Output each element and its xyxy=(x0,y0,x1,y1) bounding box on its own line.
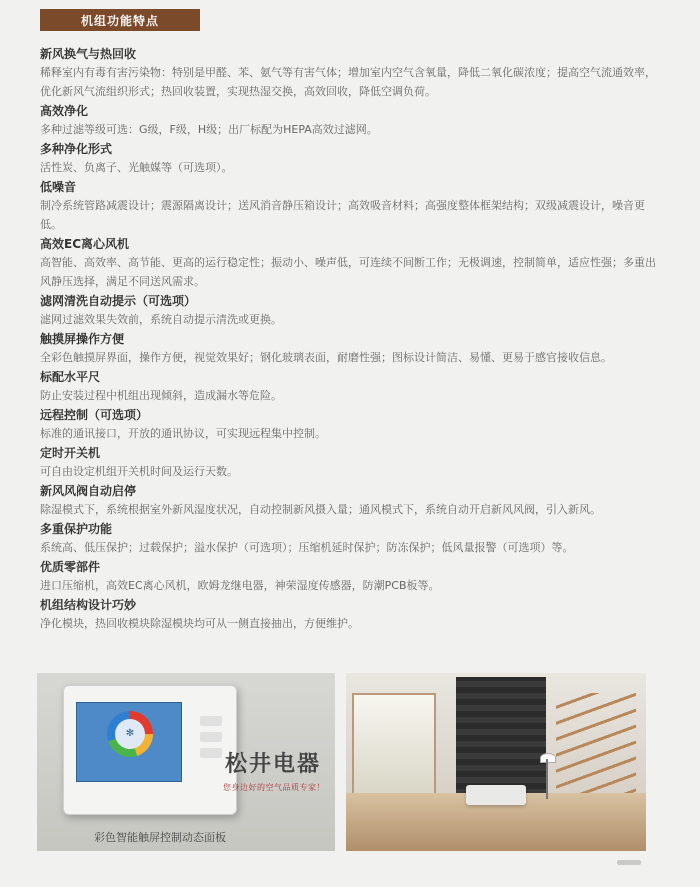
lamp-stand-graphic xyxy=(546,759,548,799)
touch-screen-display xyxy=(76,702,182,782)
feature-title: 高效EC离心风机 xyxy=(40,237,130,251)
panel-button-icon xyxy=(200,732,222,742)
feature-text: 标准的通讯接口，开放的通讯协议，可实现远程集中控制。 xyxy=(40,427,326,440)
feature-title: 标配水平尺 xyxy=(40,370,101,384)
feature-title: 滤网清洗自动提示（可选项） xyxy=(40,294,197,308)
feature-item xyxy=(40,330,660,367)
feature-item xyxy=(40,444,660,481)
feature-item xyxy=(40,178,660,234)
feature-item xyxy=(40,558,660,595)
feature-item xyxy=(40,102,660,139)
feature-text: 系统高、低压保护；过载保护；溢水保护（可选项）；压缩机延时保护；防冻保护；低风量报警（可选项）等。 xyxy=(40,541,574,554)
interior-room-image xyxy=(346,673,646,851)
feature-item xyxy=(40,140,660,177)
feature-text: 全彩色触摸屏界面，操作方便，视觉效果好；钢化玻璃表面，耐磨性强；图标设计简洁、易懂、更易于感官接收信息。 xyxy=(40,351,612,364)
feature-text: 滤网过滤效果失效前，系统自动提示清洗或更换。 xyxy=(40,313,282,326)
fan-icon: ✻ xyxy=(115,719,145,749)
sofa-graphic xyxy=(466,785,526,805)
stone-wall-graphic xyxy=(456,677,546,795)
feature-title: 新风风阀自动启停 xyxy=(40,484,137,498)
feature-text: 制冷系统管路减震设计；震源隔离设计；送风消音静压箱设计；高效吸音材料；高强度整体框架结构；双级减震设计，噪音更低。 xyxy=(40,199,645,231)
feature-text: 稀释室内有毒有害污染物：特别是甲醛、苯、氨气等有害气体；增加室内空气含氧量，降低二氧化碳浓度；提高空气流通效率，优化新风气流组织形式；热回收装置，实现热湿交换，高效回收，降低空调负荷。 xyxy=(40,66,656,98)
feature-title: 新风换气与热回收 xyxy=(40,47,137,61)
window-graphic xyxy=(352,693,436,797)
feature-list xyxy=(40,45,660,634)
feature-item xyxy=(40,368,660,405)
feature-item xyxy=(40,406,660,443)
feature-text: 除湿模式下，系统根据室外新风湿度状况，自动控制新风摄入量；通风模式下，系统自动开启新风风阀，引入新风。 xyxy=(40,503,601,516)
section-banner: 机组功能特点 xyxy=(40,9,200,31)
feature-text: 净化模块，热回收模块除湿模块均可从一侧直接抽出，方便维护。 xyxy=(40,617,359,630)
feature-title: 触摸屏操作方便 xyxy=(40,332,125,346)
feature-title: 多重保护功能 xyxy=(40,522,113,536)
scroll-indicator[interactable] xyxy=(617,860,641,865)
feature-title: 优质零部件 xyxy=(40,560,101,574)
feature-item xyxy=(40,482,660,519)
feature-title: 机组结构设计巧妙 xyxy=(40,598,137,612)
touch-panel-device xyxy=(63,685,237,815)
feature-text: 高智能、高效率、高节能、更高的运行稳定性；振动小、噪声低，可连续不间断工作；无极调速，控制简单，适应性强；多重出风静压选择，满足不同送风需求。 xyxy=(40,256,656,288)
control-panel-image xyxy=(37,673,335,851)
panel-button-icon xyxy=(200,748,222,758)
feature-title: 多种净化形式 xyxy=(40,142,113,156)
feature-title: 低噪音 xyxy=(40,180,77,194)
feature-item xyxy=(40,235,660,291)
lamp-icon xyxy=(540,753,556,763)
feature-item xyxy=(40,596,660,633)
feature-text: 进口压缩机，高效EC离心风机，欧姆龙继电器，神荣湿度传感器，防潮PCB板等。 xyxy=(40,579,440,592)
feature-item xyxy=(40,292,660,329)
feature-text: 多种过滤等级可选：G级，F级，H级；出厂标配为HEPA高效过滤网。 xyxy=(40,123,378,136)
feature-text: 可自由设定机组开关机时间及运行天数。 xyxy=(40,465,238,478)
temperature-dial-icon xyxy=(107,711,153,757)
feature-text: 活性炭、负离子、光触媒等（可选项）。 xyxy=(40,161,233,174)
image-caption: 彩色智能触屏控制动态面板 xyxy=(94,831,226,844)
feature-title: 远程控制（可选项） xyxy=(40,408,149,422)
feature-item xyxy=(40,520,660,557)
feature-title: 高效净化 xyxy=(40,104,89,118)
feature-item xyxy=(40,45,660,101)
brand-logo: 松井电器 xyxy=(225,751,322,777)
panel-button-icon xyxy=(200,716,222,726)
brand-slogan: 您身边好的空气品质专家！ xyxy=(223,783,325,792)
feature-title: 定时开关机 xyxy=(40,446,101,460)
feature-text: 防止安装过程中机组出现倾斜，造成漏水等危险。 xyxy=(40,389,282,402)
